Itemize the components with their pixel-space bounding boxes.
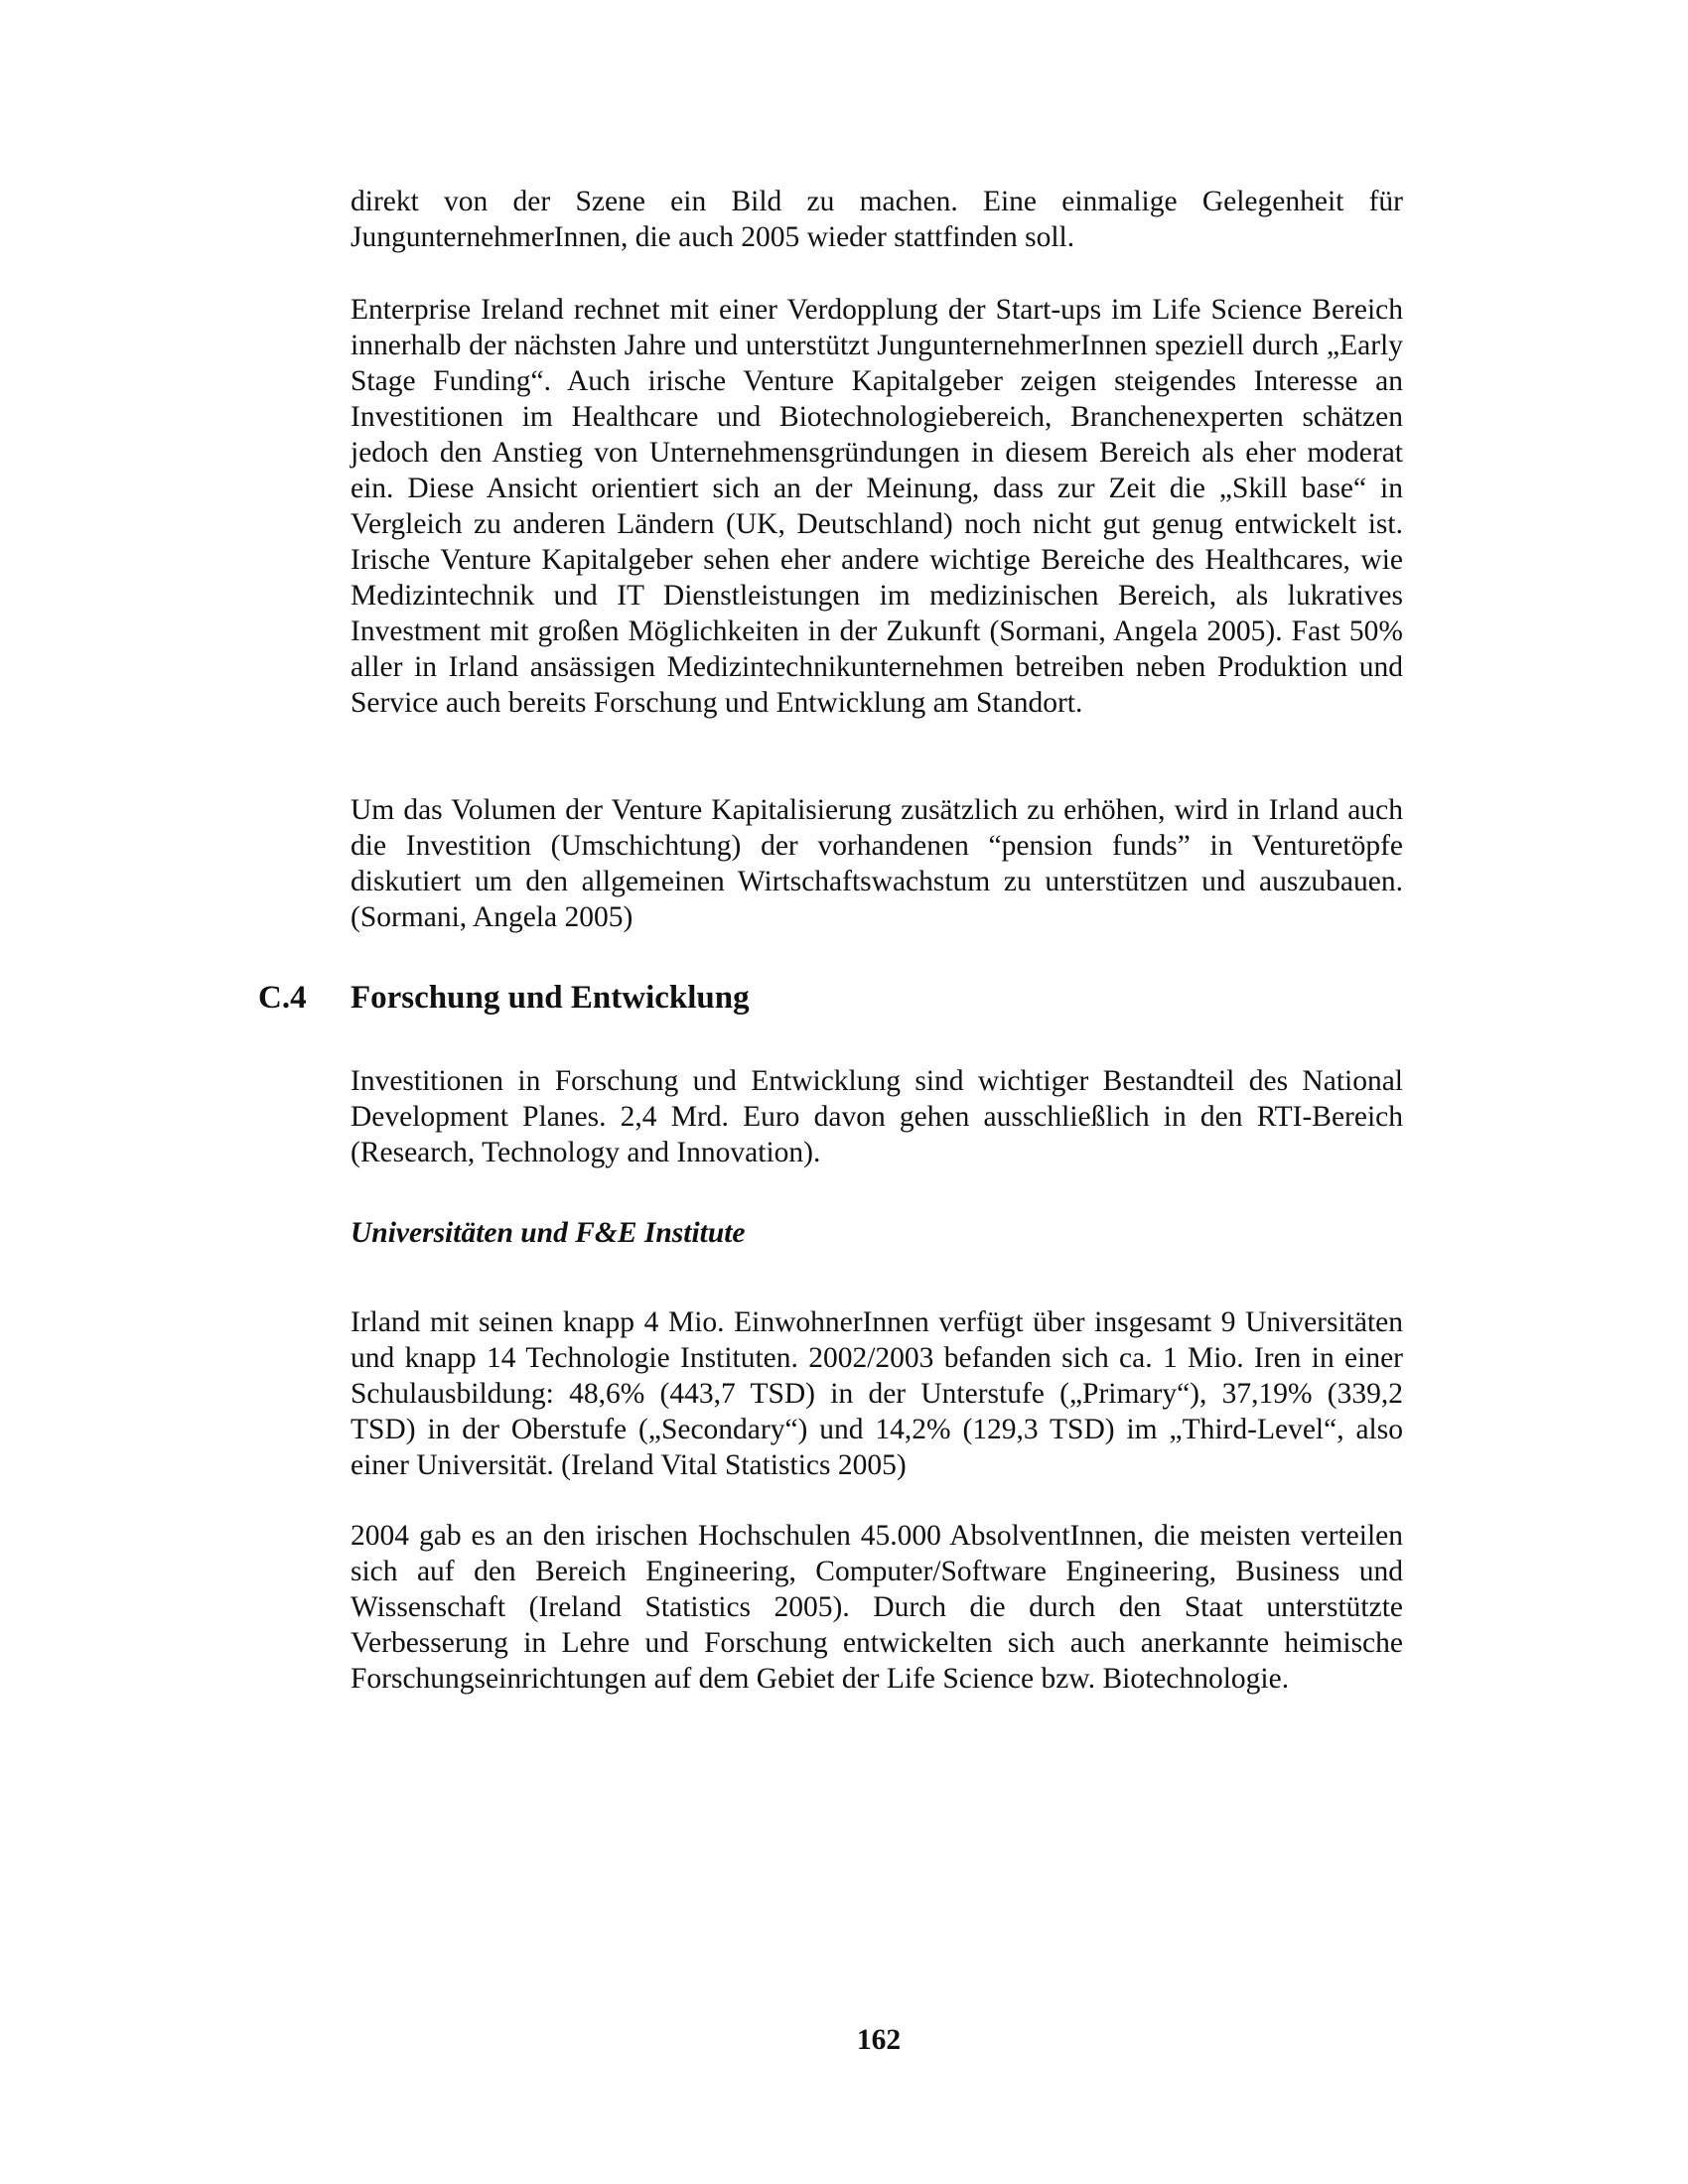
section-title: Forschung und Entwicklung: [351, 980, 750, 1016]
paragraph-1: direkt von der Szene ein Bild zu machen. Eine einmalige Gelegenheit für JungunternehmerInnen, die auch 2005 wieder stattfinden soll.: [351, 186, 1403, 253]
paragraph-3: Um das Volumen der Venture Kapitalisierung zusätzlich zu erhöhen, wird in Irland auch die Investition (Umschichtung) der vorhandenen “pension funds” in Venturetöpfe diskutiert um den allgemeinen Wirtschaftswachstum zu unterstützen und auszubauen. (Sormani, Angela 2005): [351, 794, 1403, 933]
section-heading: [258, 978, 1410, 1018]
paragraph-2: Enterprise Ireland rechnet mit einer Verdopplung der Start-ups im Life Science Bereich innerhalb der nächsten Jahre und unterstützt JungunternehmerInnen speziell durch „Early Stage Funding“. Auch irische Venture Kapitalgeber zeigen steigendes Interesse an Investitionen im Healthcare und Biotechnologiebereich, Branchenexperten schätzen jedoch den Anstieg von Unternehmensgründungen in diesem Bereich als eher moderat ein. Diese Ansicht orientiert sich an der Meinung, dass zur Zeit die „Skill base“ in Vergleich zu anderen Ländern (UK, Deutschland) noch nicht gut genug entwickelt ist. Irische Venture Kapitalgeber sehen eher andere wichtige Bereiche des Healthcares, wie Medizintechnik und IT Dienstleistungen im medizinischen Bereich, als lukratives Investment mit großen Möglichkeiten in der Zukunft (Sormani, Angela 2005). Fast 50% aller in Irland ansässigen Medizintechnikunternehmen betreiben neben Produktion und Service auch bereits Forschung und Entwicklung am Standort.: [351, 294, 1403, 719]
subheading: Universitäten und F&E Institute: [351, 1217, 746, 1249]
paragraph-4: Investitionen in Forschung und Entwicklung sind wichtiger Bestandteil des National Development Planes. 2,4 Mrd. Euro davon gehen ausschließlich in den RTI-Bereich (Research, Technology and Innovation).: [351, 1065, 1403, 1168]
section-number: C.4: [258, 980, 307, 1016]
page-number: 162: [856, 2024, 902, 2056]
paragraph-6: 2004 gab es an den irischen Hochschulen 45.000 AbsolventInnen, die meisten verteilen sich auf den Bereich Engineering, Computer/Software Engineering, Business und Wissenschaft (Ireland Statistics 2005). Durch die durch den Staat unterstützte Verbesserung in Lehre und Forschung entwickelten sich auch anerkannte heimische Forschungseinrichtungen auf dem Gebiet der Life Science bzw. Biotechnologie.: [351, 1520, 1403, 1695]
paragraph-5: Irland mit seinen knapp 4 Mio. EinwohnerInnen verfügt über insgesamt 9 Universitäten und knapp 14 Technologie Instituten. 2002/2003 befanden sich ca. 1 Mio. Iren in einer Schulausbildung: 48,6% (443,7 TSD) in der Unterstufe („Primary“), 37,19% (339,2 TSD) in der Oberstufe („Secondary“) und 14,2% (129,3 TSD) im „Third-Level“, also einer Universität. (Ireland Vital Statistics 2005): [351, 1306, 1403, 1481]
